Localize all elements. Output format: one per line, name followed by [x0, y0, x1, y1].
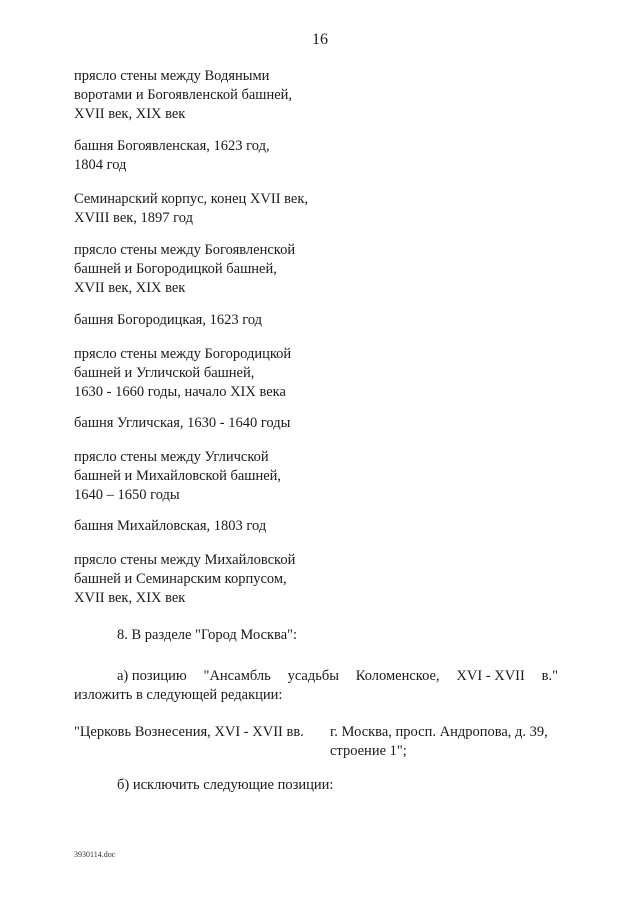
item-a-word: усадьбы	[287, 668, 339, 684]
footer-filename: 3930114.doc	[74, 850, 116, 859]
entry-line: XVII век, XIX век	[74, 106, 186, 122]
item-a-word: в."	[541, 668, 558, 684]
item-b-heading: б) исключить следующие позиции:	[117, 777, 334, 793]
entry-line: прясло стены между Водяными	[74, 68, 270, 84]
entry-tower-uglichskaya	[74, 414, 290, 433]
entry-line: 1640 – 1650 годы	[74, 487, 180, 503]
entry-line: башней и Семинарским корпусом,	[74, 571, 287, 587]
entry-line: Семинарский корпус, конец XVII век,	[74, 191, 309, 207]
entry-wall-bogoroditskaya-uglichskaya	[74, 345, 291, 402]
address-line: г. Москва, просп. Андропова, д. 39,	[330, 724, 548, 740]
entry-tower-mikhailovskaya	[74, 517, 266, 536]
address-line: строение 1";	[330, 743, 407, 759]
item-a-continuation: изложить в следующей редакции:	[74, 687, 283, 703]
entry-line: XVII век, XIX век	[74, 280, 186, 296]
entry-line: башня Михайловская, 1803 год	[74, 518, 267, 534]
entry-tower-bogoroditskaya	[74, 311, 262, 330]
entry-line: башней и Богородицкой башней,	[74, 261, 277, 277]
entry-line: прясло стены между Богоявленской	[74, 242, 296, 258]
new-entry-address	[330, 723, 548, 761]
item-a-word: "Ансамбль	[203, 668, 271, 684]
section-8-heading: 8. В разделе "Город Москва":	[117, 627, 298, 643]
entry-line: XVIII век, 1897 год	[74, 210, 193, 226]
entry-line: прясло стены между Богородицкой	[74, 346, 292, 362]
item-a-word: а) позицию	[117, 668, 187, 684]
entry-line: воротами и Богоявленской башней,	[74, 87, 293, 103]
entry-line: 1630 - 1660 годы, начало XIX века	[74, 384, 286, 400]
entry-line: XVII век, XIX век	[74, 590, 186, 606]
entry-line: башней и Михайловской башней,	[74, 468, 282, 484]
item-a-word: Коломенское,	[355, 668, 440, 684]
entry-line: 1804 год	[74, 157, 127, 173]
entry-line: башней и Угличской башней,	[74, 365, 255, 381]
entry-line: прясло стены между Михайловской	[74, 552, 296, 568]
entry-line: башня Богоявленская, 1623 год,	[74, 138, 270, 154]
entry-line: башня Угличская, 1630 - 1640 годы	[74, 415, 291, 431]
entry-line: башня Богородицкая, 1623 год	[74, 312, 263, 328]
entry-wall-bogoyavlenskaya-bogoroditskaya	[74, 241, 295, 298]
entry-line: прясло стены между Угличской	[74, 449, 269, 465]
entry-wall-vodyanye-bogoyavlenskaya	[74, 67, 292, 124]
entry-seminary-building	[74, 190, 308, 228]
new-entry-name: "Церковь Вознесения, XVI - XVII вв.	[74, 724, 304, 740]
entry-wall-mikhailovskaya-seminary	[74, 551, 295, 608]
page-number: 16	[312, 31, 328, 48]
entry-tower-bogoyavlenskaya	[74, 137, 270, 175]
item-a-first-line	[117, 667, 558, 686]
item-a-word: XVI - XVII	[456, 668, 525, 684]
entry-wall-uglichskaya-mikhailovskaya	[74, 448, 281, 505]
